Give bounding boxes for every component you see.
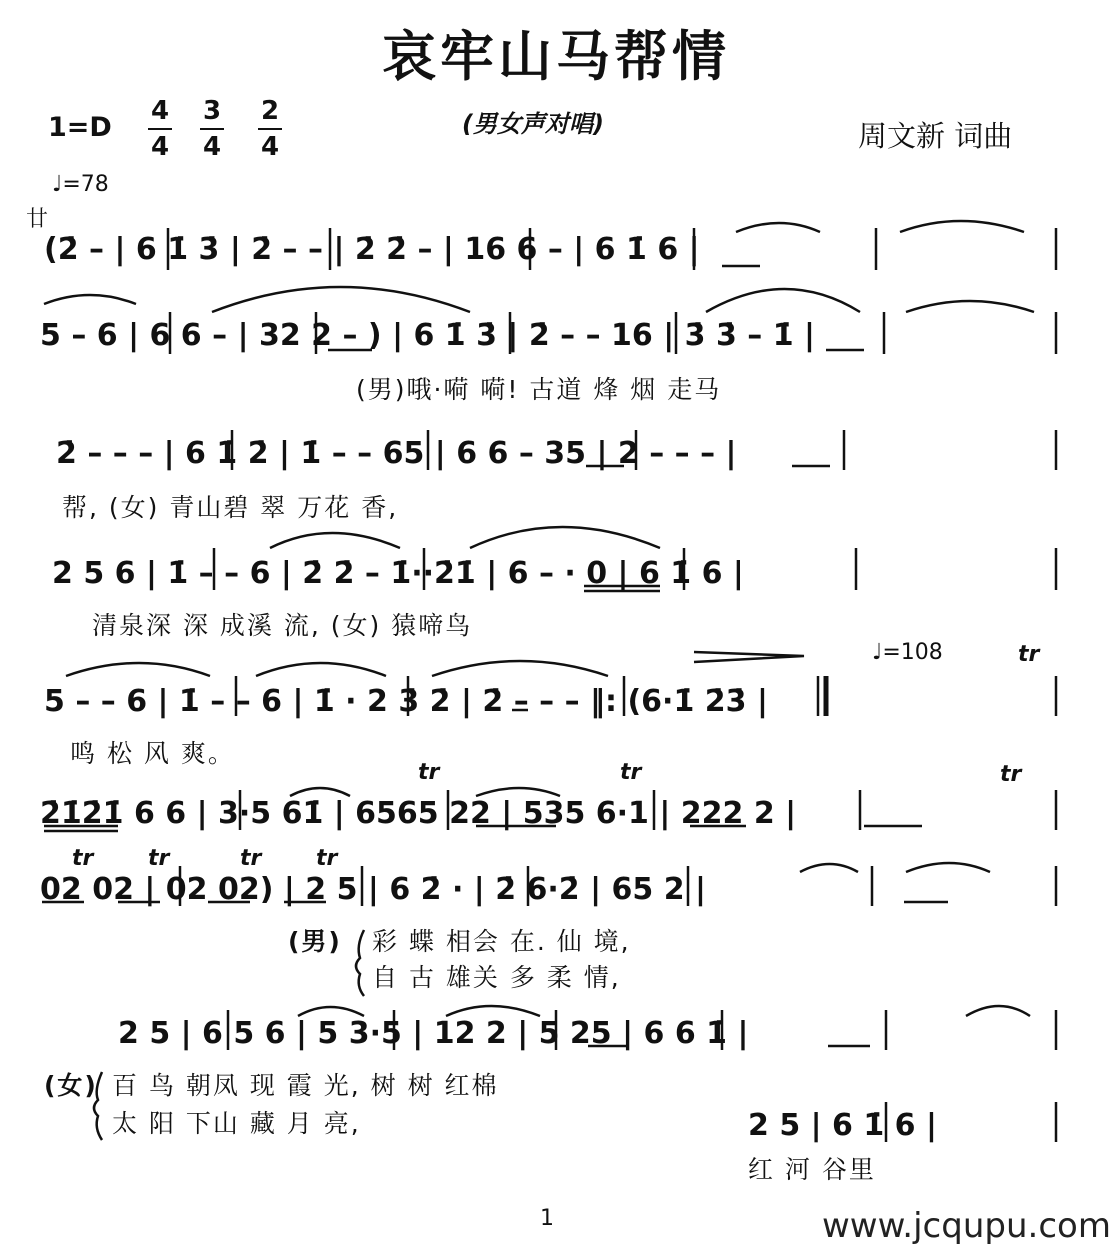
staff-line-4: 2 5 6 | 1̇ – – 6 | 2̇ 2̇ – 1̇··2̇1̇ | 6 – · 0 | 6 1̇ 6 | xyxy=(52,556,744,591)
lyric-line-3: 清泉深 深 成溪 流, (女) 猿啼鸟 xyxy=(92,611,473,640)
trill-mark: tr xyxy=(72,846,94,871)
trill-mark: tr xyxy=(1018,642,1040,667)
lyric-line-1: (男)哦·嗬 嗬! 古道 烽 烟 走马 xyxy=(356,375,722,404)
lyric-line-7: 红 河 谷里 xyxy=(748,1155,876,1184)
lyric-line-5a: 彩 蝶 相会 在. 仙 境, xyxy=(372,927,631,956)
free-tempo-mark: 廿 xyxy=(26,207,49,232)
trill-mark: tr xyxy=(240,846,262,871)
trill-mark: tr xyxy=(148,846,170,871)
time-signature-3-4: 3 4 xyxy=(194,96,230,162)
author-credit: 周文新 词曲 xyxy=(858,119,1013,153)
source-watermark: www.jcqupu.com xyxy=(822,1206,1111,1246)
staff-line-6: 2̇1̇2̇1̇ 6 6 | 3·5 61̇ | 6565 22 | 535 6·1 | 222 2 | xyxy=(40,796,797,831)
tempo-marking-78: ♩=78 xyxy=(52,172,109,197)
lyric-line-2: 帮, (女) 青山碧 翠 万花 香, xyxy=(62,493,399,522)
lyric-line-5b: 自 古 雄关 多 柔 情, xyxy=(372,963,621,992)
tempo-marking-108: ♩=108 xyxy=(872,640,943,665)
lyric-line-6a: 百 鸟 朝凤 现 霞 光, 树 树 红棉 xyxy=(112,1071,499,1100)
page-number: 1 xyxy=(540,1206,554,1231)
singer-label-female: (女) xyxy=(44,1071,98,1100)
staff-line-3: 2̇ – – – | 6 1̇ 2̇ | 1̇ – – 65 | 6 6 – 35 | 2 – – – | xyxy=(56,436,737,471)
lyric-line-6b: 太 阳 下山 藏 月 亮, xyxy=(112,1109,361,1138)
time-signature-2-4: 2 4 xyxy=(252,96,288,162)
trill-mark: tr xyxy=(1000,762,1022,787)
trill-mark: tr xyxy=(418,760,440,785)
song-title: 哀牢山马帮情 xyxy=(382,25,730,88)
staff-line-9: 2 5 | 6 1̇ 6 | xyxy=(748,1108,937,1143)
trill-mark: tr xyxy=(316,846,338,871)
staff-line-8: 2 5 | 6 5 6 | 5 3·5 | 12 2 | 5 25 | 6 6 1̇ | xyxy=(118,1016,749,1051)
time-signature-4-4: 4 4 xyxy=(142,96,178,162)
staff-line-5: 5 – – 6 | 1̇ – – 6 | 1̇ · 2 3̇ 2̇ | 2̇ – – – ‖: (6·1̇ 2̇3̇ | xyxy=(44,684,768,719)
trill-mark: tr xyxy=(620,760,642,785)
staff-line-7: 02 02 | 02 02) | 2 5 | 6 2̇ · | 2̇ 6·2̇ | 65 2 | xyxy=(40,872,706,907)
key-signature: 1=D xyxy=(48,112,112,143)
singer-label-male: (男) xyxy=(288,927,342,956)
staff-line-2: 5 – 6 | 6 6 – | 32 2 – ) | 6 1̇ 3̇ | 2̇ – – 16 | 3̇ 3̇ – 1̇ | xyxy=(40,318,815,353)
staff-line-1: (2̇ – | 6 1̇ 3̇ | 2̇ – – | 2̇ 2̇ – | 16 6 – | 6 1̇ 6 | xyxy=(44,232,700,267)
performance-note: (男女声对唱) xyxy=(462,110,604,138)
lyric-line-4: 鸣 松 风 爽。 xyxy=(70,739,235,768)
